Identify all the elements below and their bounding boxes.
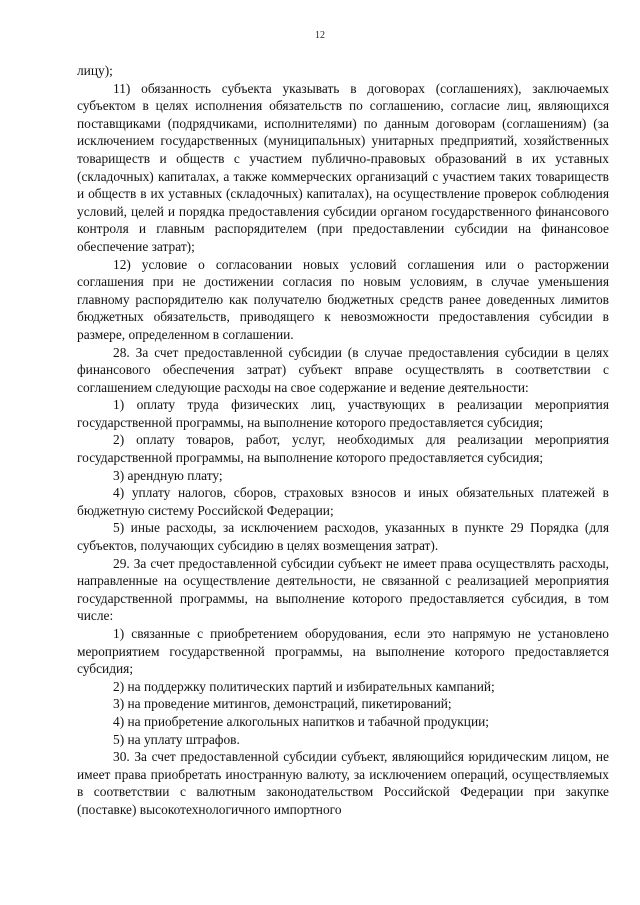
paragraph-item-12: 12) условие о согласовании новых условий соглашения или о расторжении соглашения при не достижении согласия по новым условиям, в случае уменьшения главному распорядителю как получателю бюджетных средств ранее доведенных лимитов бюджетных обязательств, приводящего к невозможности предоставления субсидии в размере, определенном в соглашении. [77,256,609,342]
paragraph-28-item-2: 2) оплату товаров, работ, услуг, необходимых для реализации мероприятия государственной программы, на выполнение которого предоставляется субсидия; [77,432,609,466]
paragraph-29-item-5: 5) на уплату штрафов. [113,731,240,747]
paragraph-29-item-4: 4) на приобретение алкогольных напитков и табачной продукции; [113,713,490,729]
paragraph-clause-30: 30. За счет предоставленной субсидии субъект, являющийся юридическим лицом, не имеет права приобретать иностранную валюту, за исключением операций, осуществляемых в соответствии с валютным законодательством Российской Федерации при закупке (поставке) высокотехнологичного импортного [77,749,609,817]
paragraph-28-item-1: 1) оплату труда физических лиц, участвующих в реализации мероприятия государственной программы, на выполнение которого предоставляется субсидия; [77,397,609,430]
paragraph-item-11: 11) обязанность субъекта указывать в договорах (соглашениях), заключаемых субъектом в целях исполнения обязательств по соглашению, согласие лиц, являющихся поставщиками (подрядчиками, исполнителями) по данным договорам (соглашениям) (за исключением государственных (муниципальных) унитарных предприятий, хозяйственных товариществ и обществ с участием публично-правовых образований в их уставных (складочных) капиталах, а также коммерческих организаций с участием таких товариществ и обществ в их уставных (складочных) капиталах), на осуществление проверок соблюдения условий, целей и порядка предоставления субсидии органом государственного финансового контроля и главным распорядителем (при предоставлении субсидии на финансовое обеспечение затрат); [77,80,609,254]
paragraph-clause-29: 29. За счет предоставленной субсидии субъект не имеет права осуществлять расходы, направленные на осуществление деятельности, не связанной с реализацией мероприятия государственной программы, на выполнение которого предоставляется субсидия, в том числе: [77,555,609,624]
paragraph-28-item-3: 3) арендную плату; [113,467,223,483]
paragraph-29-item-2: 2) на поддержку политических партий и избирательных кампаний; [113,678,495,694]
paragraph-continuation: лицу); [77,63,113,78]
paragraph-clause-28: 28. За счет предоставленной субсидии (в случае предоставления субсидии в целях финансового обеспечения затрат) субъект вправе осуществлять в соответствии с соглашением следующие расходы на свое содержание и ведение деятельности: [77,344,609,395]
page-number: 12 [315,30,325,41]
paragraph-29-item-1: 1) связанные с приобретением оборудования, если это напрямую не установлено мероприятием государственной программы, на выполнение которого предоставляется субсидия; [77,626,609,677]
document-body [77,62,609,819]
paragraph-28-item-5: 5) иные расходы, за исключением расходов, указанных в пункте 29 Порядка (для субъектов, получающих субсидию в целях возмещения затрат). [77,520,609,554]
paragraph-29-item-3: 3) на проведение митингов, демонстраций, пикетирований; [113,696,452,712]
paragraph-28-item-4: 4) уплату налогов, сборов, страховых взносов и иных обязательных платежей в бюджетную систему Российской Федерации; [77,485,609,518]
